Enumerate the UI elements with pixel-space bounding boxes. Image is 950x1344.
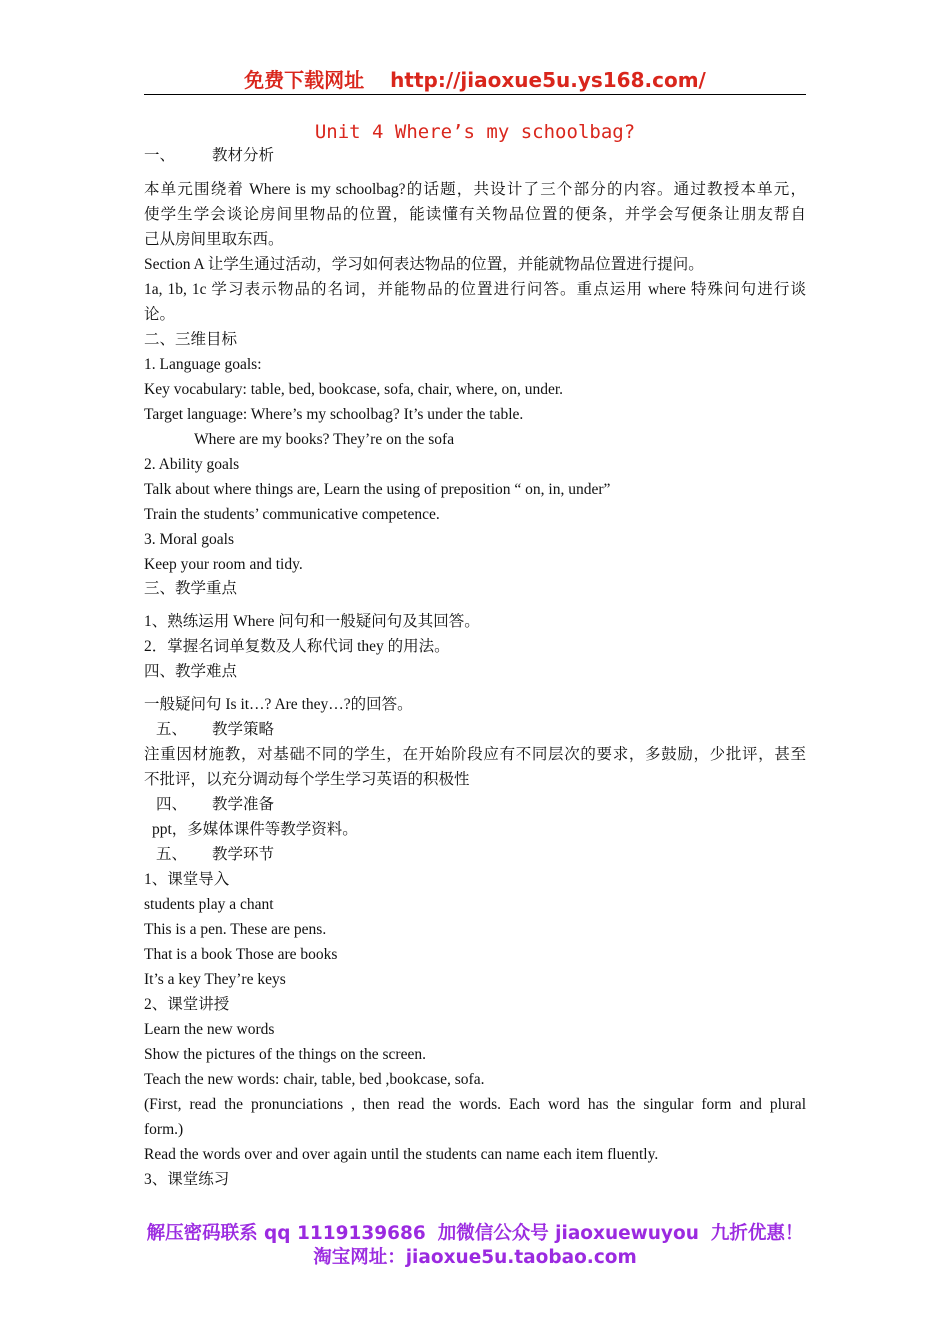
text-line: Train the students’ communicative competence. <box>144 506 440 523</box>
section-heading: 三、教学重点 <box>144 580 238 597</box>
paragraph-line: 注重因材施教，对基础不同的学生，在开始阶段应有不同层次的要求，多鼓励，少批评，甚至 <box>144 746 806 763</box>
paragraph-line: 己从房间里取东西。 <box>144 231 284 248</box>
footer-promo <box>0 1219 950 1245</box>
page-title: Unit 4 Where’s my schoolbag? <box>314 121 636 143</box>
text-line: 2、课堂讲授 <box>144 996 230 1013</box>
paragraph-line: (First, read the pronunciations , then read the words. Each word has the singular form and plural <box>144 1096 806 1113</box>
text-line: students play a chant <box>144 896 274 913</box>
header-label: 免费下载网址 <box>244 68 365 92</box>
section-heading: 四、教学难点 <box>144 663 238 680</box>
footer-taobao-link[interactable]: 淘宝网址：jiaoxue5u.taobao.com <box>313 1247 637 1268</box>
text-line: 2. Ability goals <box>144 456 240 473</box>
text-line: 1、熟练运用 Where 问句和一般疑问句及其回答。 <box>144 613 480 630</box>
paragraph-line: 不批评，以充分调动每个学生学习英语的积极性 <box>144 771 470 788</box>
paragraph-line: 使学生学会谈论房间里物品的位置，能读懂有关物品位置的便条，并学会写便条让朋友帮自 <box>144 206 806 223</box>
text-line: It’s a key They’re keys <box>144 971 286 988</box>
footer-qq: 解压密码联系 qq 1119139686 <box>146 1223 426 1244</box>
text-line: 3、课堂练习 <box>144 1171 230 1188</box>
footer-discount: 九折优惠！ <box>710 1223 804 1244</box>
text-line: 3. Moral goals <box>144 531 234 548</box>
text-line: ppt，多媒体课件等教学资料。 <box>152 821 358 838</box>
header-url[interactable]: http://jiaoxue5u.ys168.com/ <box>390 68 706 92</box>
section-heading: 四、 教学准备 <box>156 796 275 813</box>
paragraph-line: 1a, 1b, 1c 学习表示物品的名词，并能物品的位置进行问答。重点运用 where 特殊问句进行谈 <box>144 281 806 298</box>
text-line: Read the words over and over again until the students can name each item fluently. <box>144 1146 659 1163</box>
text-line: Learn the new words <box>144 1021 275 1038</box>
document-body <box>144 0 806 1200</box>
section-heading: 一、 教材分析 <box>144 147 275 164</box>
text-line: 1、课堂导入 <box>144 871 230 888</box>
paragraph-line: 本单元围绕着 Where is my schoolbag?的话题，共设计了三个部分的内容。通过教授本单元， <box>144 181 806 198</box>
text-line: Talk about where things are, Learn the using of preposition “ on, in, under” <box>144 481 611 498</box>
text-line: 2．掌握名词单复数及人称代词 they 的用法。 <box>144 638 450 655</box>
text-line: Teach the new words: chair, table, bed ,bookcase, sofa. <box>144 1071 485 1088</box>
paragraph-line: form.) <box>144 1121 184 1138</box>
section-heading: 二、三维目标 <box>144 331 238 348</box>
text-line: Key vocabulary: table, bed, bookcase, sofa, chair, where, on, under. <box>144 381 564 398</box>
section-heading: 五、 教学策略 <box>156 721 275 738</box>
footer-wechat: 加微信公众号 jiaoxuewuyou <box>437 1223 699 1244</box>
paragraph-line: Section A 让学生通过活动，学习如何表达物品的位置，并能就物品位置进行提问。 <box>144 256 704 273</box>
text-line: This is a pen. These are pens. <box>144 921 327 938</box>
section-heading: 五、 教学环节 <box>156 846 275 863</box>
text-line: Target language: Where’s my schoolbag? It’s under the table. <box>144 406 524 423</box>
paragraph-line: 论。 <box>144 306 176 323</box>
text-line: Keep your room and tidy. <box>144 556 303 573</box>
text-line: 一般疑问句 Is it…? Are they…?的回答。 <box>144 696 413 713</box>
text-line: 1. Language goals: <box>144 356 262 373</box>
text-line: Show the pictures of the things on the screen. <box>144 1046 426 1063</box>
text-line: Where are my books? They’re on the sofa <box>194 431 455 448</box>
text-line: That is a book Those are books <box>144 946 338 963</box>
